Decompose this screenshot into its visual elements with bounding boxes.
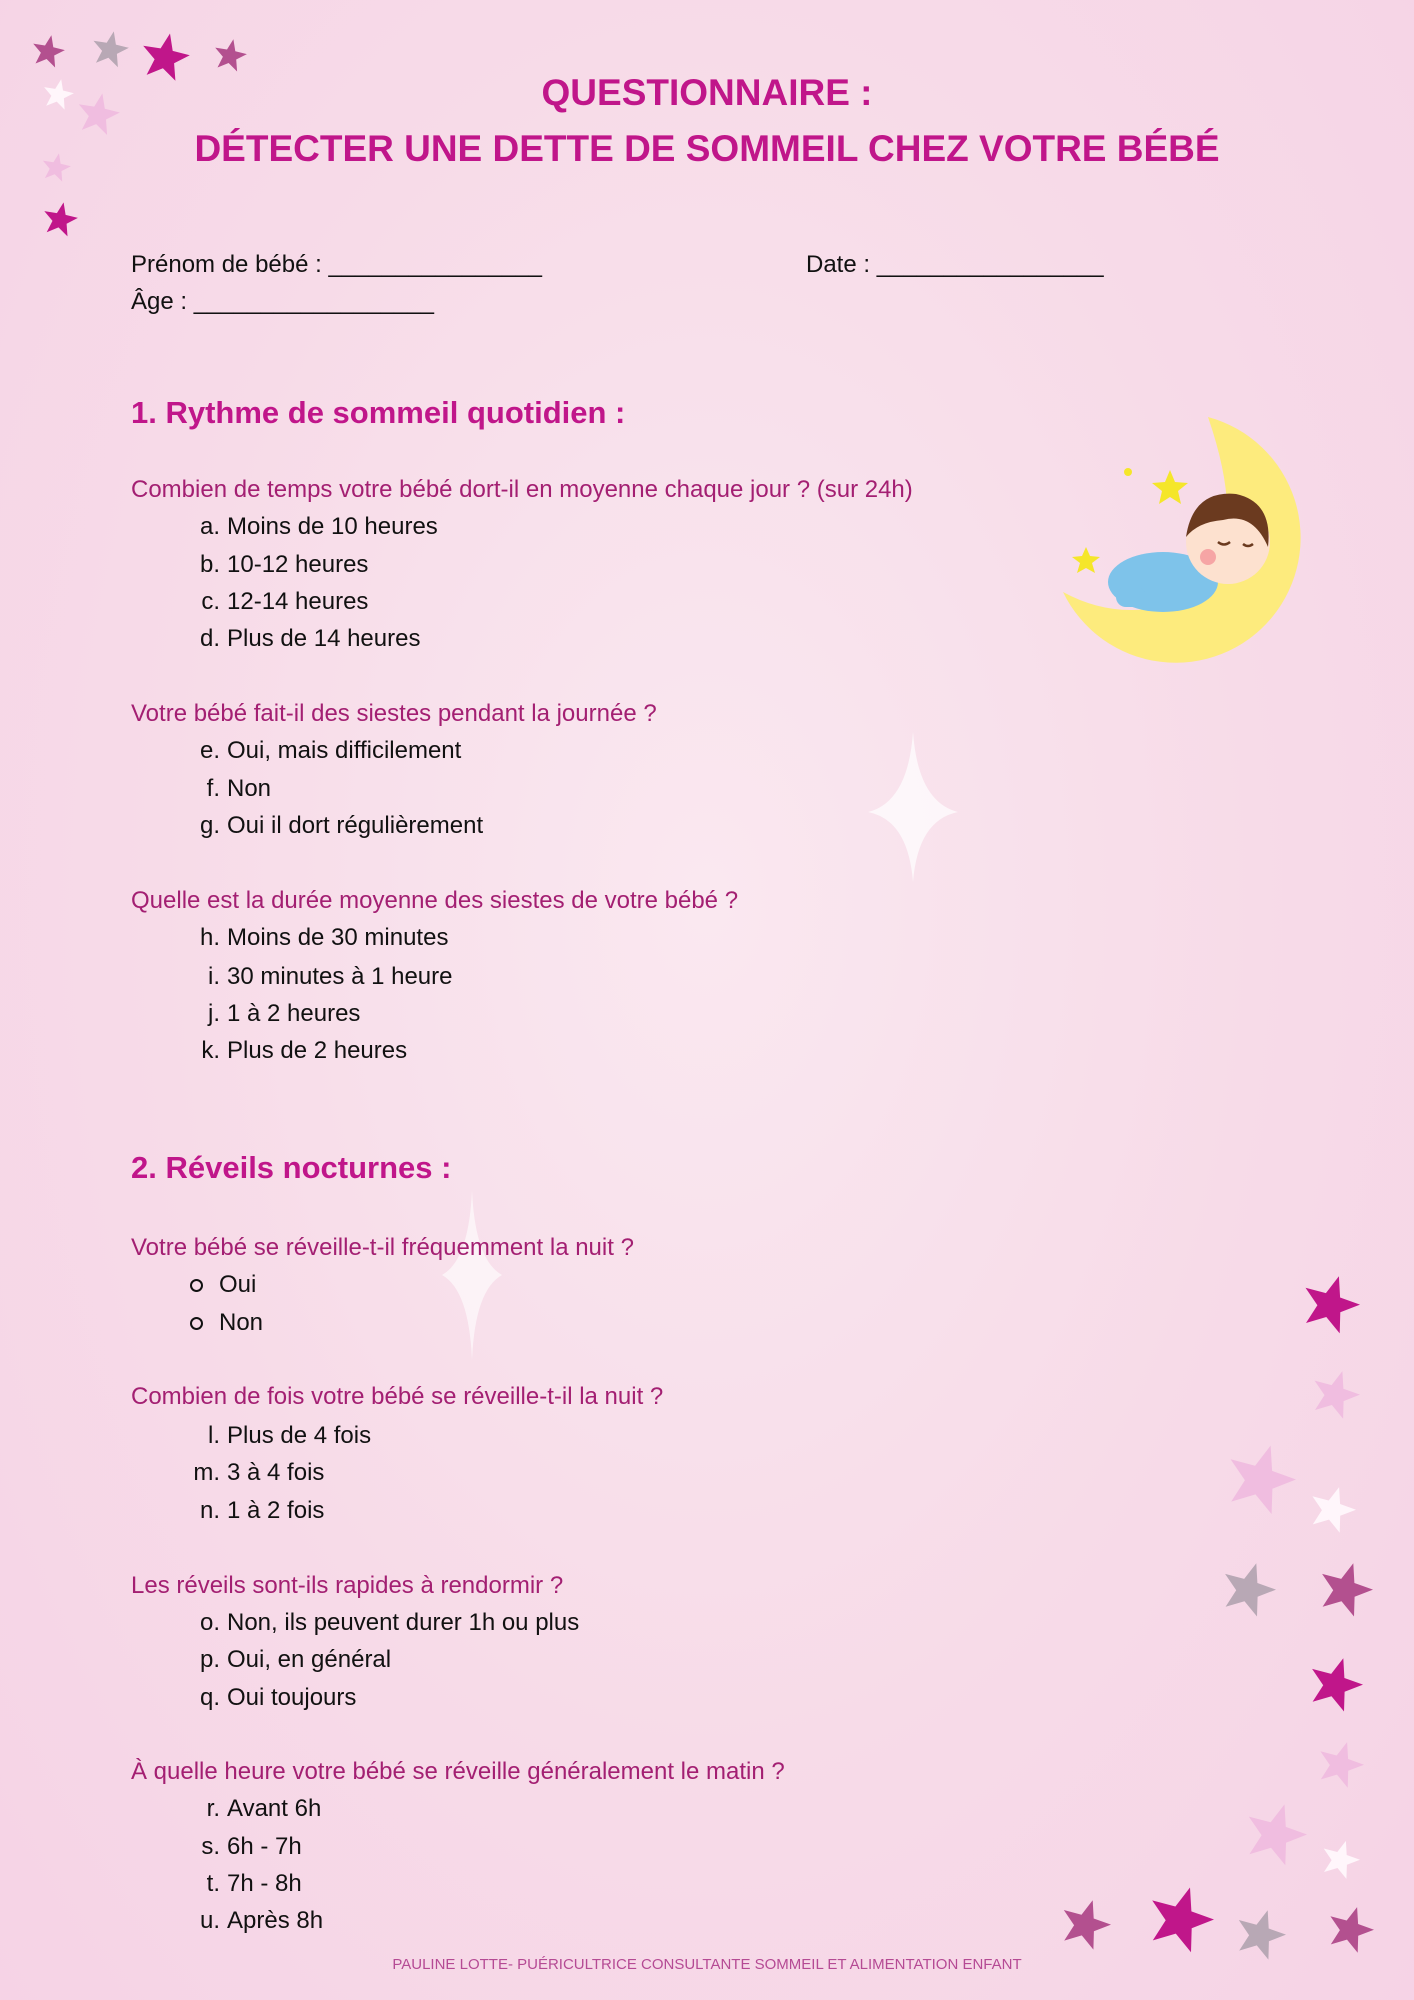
footer: PAULINE LOTTE- PUÉRICULTRICE CONSULTANTE SOMMEIL ET ALIMENTATION ENFANT: [392, 1956, 1022, 1973]
option-letter: o.: [199, 1609, 220, 1636]
option-letter: j.: [208, 1000, 220, 1027]
answer-option[interactable]: [160, 1790, 321, 1828]
question-text: Quelle est la durée moyenne des siestes de votre bébé ?: [131, 887, 739, 914]
option-letter: u.: [199, 1907, 220, 1934]
answer-option[interactable]: [190, 1266, 256, 1304]
option-label: Oui, en général: [227, 1646, 392, 1673]
option-letter: e.: [199, 737, 220, 764]
option-letter: f.: [206, 775, 220, 802]
option-label: Oui il dort régulièrement: [227, 812, 484, 839]
option-label: 3 à 4 fois: [227, 1459, 325, 1486]
answer-option[interactable]: [160, 1604, 579, 1642]
answer-option[interactable]: [160, 770, 271, 808]
answer-option[interactable]: [160, 732, 461, 770]
star-icon: [1064, 1900, 1111, 1949]
option-label: Oui toujours: [227, 1684, 357, 1711]
option-letter: i.: [208, 963, 220, 990]
stars-decoration-bottom-right-icon: [1060, 1260, 1400, 2000]
star-icon: [1231, 1446, 1296, 1515]
date-field[interactable]: Date : _________________: [806, 251, 1104, 278]
answer-option[interactable]: [160, 1454, 324, 1492]
option-label: 30 minutes à 1 heure: [227, 963, 453, 990]
star-icon: [1322, 1563, 1373, 1616]
option-letter: d.: [199, 625, 220, 652]
star-icon: [33, 35, 65, 67]
answer-option[interactable]: [160, 1641, 391, 1679]
answer-option[interactable]: [160, 546, 368, 584]
option-letter: q.: [199, 1684, 220, 1711]
option-label: Avant 6h: [227, 1795, 322, 1822]
section-heading: 2. Réveils nocturnes :: [131, 1150, 452, 1185]
answer-option[interactable]: [160, 1828, 302, 1866]
answer-option[interactable]: [160, 995, 360, 1033]
star-icon: [1324, 1841, 1360, 1879]
answer-option[interactable]: [160, 1492, 324, 1530]
star-icon: [1239, 1910, 1286, 1959]
section-heading: 1. Rythme de sommeil quotidien :: [131, 395, 626, 430]
sparkle-icon: [442, 1190, 502, 1360]
option-letter: l.: [208, 1422, 220, 1449]
answer-option[interactable]: [160, 1032, 407, 1070]
question-text: Les réveils sont-ils rapides à rendormir ?: [131, 1572, 564, 1599]
answer-option[interactable]: [190, 1304, 263, 1342]
option-label: Non: [227, 775, 272, 802]
option-letter: h.: [199, 924, 220, 951]
star-icon: [44, 202, 78, 236]
sleeping-baby-on-moon-icon: [1058, 412, 1318, 672]
option-label: 1 à 2 heures: [227, 1000, 361, 1027]
question-text: Combien de fois votre bébé se réveille-t-il la nuit ?: [131, 1383, 664, 1410]
option-label: Plus de 14 heures: [227, 625, 421, 652]
answer-option[interactable]: [160, 807, 483, 845]
option-label: Après 8h: [227, 1907, 324, 1934]
title-line-2: DÉTECTER UNE DETTE DE SOMMEIL CHEZ VOTRE BÉBÉ: [194, 128, 1220, 169]
option-label: Moins de 10 heures: [227, 513, 438, 540]
option-label: 6h - 7h: [227, 1833, 302, 1860]
option-letter: k.: [201, 1037, 220, 1064]
answer-option[interactable]: [160, 1902, 323, 1940]
star-icon: [1225, 1563, 1276, 1616]
option-letter: m.: [193, 1459, 220, 1486]
question-text: Votre bébé se réveille-t-il fréquemment la nuit ?: [131, 1234, 634, 1261]
option-label: Oui: [219, 1271, 257, 1298]
answer-option[interactable]: [160, 1865, 302, 1903]
answer-option[interactable]: [160, 1679, 356, 1717]
star-icon: [1152, 1888, 1214, 1953]
option-label: Plus de 4 fois: [227, 1422, 372, 1449]
question-text: À quelle heure votre bébé se réveille généralement le matin ?: [131, 1758, 785, 1785]
option-label: Moins de 30 minutes: [227, 924, 449, 951]
question-text: Votre bébé fait-il des siestes pendant la journée ?: [131, 700, 657, 727]
star-icon: [1312, 1658, 1363, 1711]
option-label: 1 à 2 fois: [227, 1497, 325, 1524]
option-letter: c.: [201, 588, 220, 615]
option-letter: r.: [206, 1795, 220, 1822]
title-line-1: QUESTIONNAIRE :: [541, 72, 873, 113]
option-label: 12-14 heures: [227, 588, 369, 615]
option-label: Non: [219, 1309, 264, 1336]
bullet-circle-icon: [190, 1317, 203, 1330]
answer-option[interactable]: [160, 1417, 371, 1455]
answer-option[interactable]: [160, 919, 448, 957]
option-letter: b.: [199, 551, 220, 578]
option-letter: g.: [199, 812, 220, 839]
option-letter: s.: [201, 1833, 220, 1860]
question-text: Combien de temps votre bébé dort-il en moyenne chaque jour ? (sur 24h): [131, 476, 913, 503]
star-icon: [1320, 1742, 1364, 1788]
option-letter: n.: [199, 1497, 220, 1524]
star-icon: [94, 31, 129, 67]
age-field[interactable]: Âge : __________________: [131, 288, 434, 315]
option-label: Non, ils peuvent durer 1h ou plus: [227, 1609, 580, 1636]
star-icon: [1306, 1276, 1361, 1333]
option-letter: p.: [199, 1646, 220, 1673]
star-icon: [1249, 1804, 1307, 1865]
option-label: Oui, mais difficilement: [227, 737, 462, 764]
star-icon: [1315, 1371, 1360, 1419]
answer-option[interactable]: [160, 620, 420, 658]
star-icon: [1312, 1487, 1356, 1533]
option-label: 10-12 heures: [227, 551, 369, 578]
option-label: Plus de 2 heures: [227, 1037, 408, 1064]
baby-name-field[interactable]: Prénom de bébé : ________________: [131, 251, 543, 278]
answer-option[interactable]: [160, 508, 438, 546]
star-icon: [215, 39, 247, 71]
answer-option[interactable]: [160, 583, 368, 621]
bullet-circle-icon: [190, 1279, 203, 1292]
sparkle-icon: [868, 732, 958, 882]
answer-option[interactable]: [160, 958, 452, 996]
option-letter: a.: [199, 513, 220, 540]
option-label: 7h - 8h: [227, 1870, 302, 1897]
star-icon: [1330, 1907, 1374, 1953]
option-letter: t.: [206, 1870, 220, 1897]
